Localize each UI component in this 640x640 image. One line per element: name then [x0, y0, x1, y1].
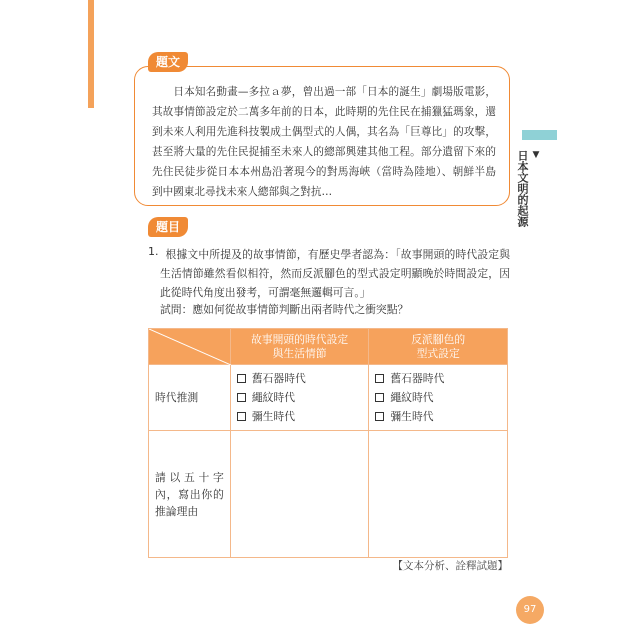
answer-table — [148, 328, 508, 558]
down-arrow-icon: ▼ — [531, 150, 541, 160]
checkbox-icon[interactable] — [237, 393, 246, 402]
option-jomon[interactable]: 繩紋時代 — [375, 388, 501, 407]
era-options-villain — [369, 365, 508, 431]
option-yayoi[interactable]: 彌生時代 — [375, 407, 501, 426]
checkbox-icon[interactable] — [237, 412, 246, 421]
era-options-story — [230, 365, 369, 431]
question-tag: 題目 — [148, 217, 188, 237]
checkbox-icon[interactable] — [375, 374, 384, 383]
reasoning-answer-villain[interactable] — [369, 431, 508, 558]
chapter-title — [516, 150, 542, 227]
diagonal-line — [149, 329, 231, 365]
row-label-era-guess: 時代推測 — [149, 365, 231, 431]
checkbox-icon[interactable] — [237, 374, 246, 383]
question-ask: 試問：應如何從故事情節判斷出兩者時代之衝突點？ — [160, 303, 409, 316]
row-label-reasoning: 請以五十字內，寫出你的推論理由 — [149, 431, 231, 558]
column-header-story-setting: 故事開頭的時代設定 與生活情節 — [230, 329, 369, 365]
page-number-badge: 97 — [516, 596, 544, 624]
passage-text: 日本知名動畫—多拉ａ夢，曾出過一部「日本的誕生」劇場版電影，其故事情節設定於二萬多年前的日本，此時期的先住民在捕獵猛瑪象，還到未來人利用先進科技製成土偶型式的人偶，其名為「巨尊比」的攻擊，甚至將大量的先住民捉捕至未來人的總部興建其他工程。部分遺留下來的先住民徒步從日本本州島沿著現今的對馬海峽（當時為陸地）、朝鮮半島到中國東北尋找未來人總部與之對抗… — [152, 86, 496, 198]
reasoning-answer-story[interactable] — [230, 431, 369, 558]
chapter-side-tab — [522, 130, 557, 140]
option-paleolithic[interactable]: 舊石器時代 — [375, 369, 501, 388]
passage-tag: 題文 — [148, 52, 188, 72]
option-paleolithic[interactable]: 舊石器時代 — [237, 369, 363, 388]
question-number: 1. — [148, 245, 159, 258]
table-corner — [149, 329, 231, 365]
checkbox-icon[interactable] — [375, 412, 384, 421]
option-jomon[interactable]: 繩紋時代 — [237, 388, 363, 407]
chapter-title-text: 日本文明的起源 — [516, 150, 529, 227]
question-text: 根據文中所提及的故事情節，有歷史學者認為：「故事開頭的時代設定與生活情節雖然看似相符，然而反派腳色的型式設定明顯晚於時間設定，因此從時代角度出發考，可謂毫無邏輯可言。」 — [160, 248, 510, 299]
option-yayoi[interactable]: 彌生時代 — [237, 407, 363, 426]
checkbox-icon[interactable] — [375, 393, 384, 402]
page-edge-bar — [88, 0, 94, 108]
section-label: 【文本分析、詮釋試題】 — [392, 560, 508, 572]
column-header-villain-setting: 反派腳色的 型式設定 — [369, 329, 508, 365]
